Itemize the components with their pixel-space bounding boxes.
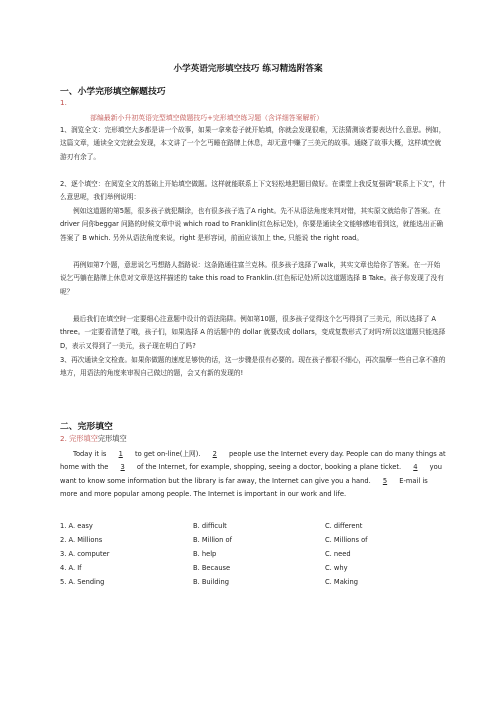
section-heading-techniques: 一、小学完形填空解题技巧 [60,87,166,97]
option-1c: C. different [325,522,363,530]
cloze-subtitle-black: 完形填空 [97,434,127,443]
option-2a: 2. A. Millions [60,536,103,544]
option-2c: C. Millions of [325,536,368,544]
option-3b: B. help [193,550,217,558]
cloze-blank-4: 4 [413,463,418,472]
cloze-passage [60,448,446,502]
cloze-text-6: E-mail is more and more popular among people. The Internet is important in our work and life. [60,476,428,499]
paragraph-read-through: 1、润览全文：完形填空大多都是讲一个故事，如果一拿来卷子就开始填，你就会发现很难，无法猜测该者要表达什么意思。例如，这篇文章，通读全文完就会发现，本文讲了一个乞丐睡在路牌上休息，却无意中赚了三美元的故事。通晓了故事大概，这样填空就游刃有余了。 [60,126,446,161]
option-3c: C. need [325,550,351,558]
cloze-subtitle-red: 完形填空 [69,434,98,443]
question-number-2-label: 2. [60,434,67,443]
cloze-text-3: people use the Internet every day. People can do many things at home with the [60,450,446,472]
option-5c: C. Making [325,578,359,586]
document-title: 小学英语完形填空技巧 练习精选附答案 [173,64,323,74]
cloze-blank-2: 2 [212,450,217,458]
option-1a: 1. A. easy [60,522,93,530]
cloze-text-4: of the Internet, for example, shopping, seeing a doctor, booking a plane ticket. [136,463,402,472]
cloze-blank-3: 3 [120,463,125,472]
question-number-1: 1. [60,98,67,107]
option-3a: 3. A. computer [60,550,110,558]
option-4c: C. why [325,564,348,572]
paragraph-recheck: 3、再次通读全文检查。如果你做题的速度足够快的话，这一步骤是很有必要的。现在孩子都很不细心，再次揣摩一些自己拿不准的地方，用语法的角度来审视自己做过的题，会又有新的发现的! [60,356,446,378]
paragraph-fill-blanks: 2、逐个填空：在阅览全文的基础上开始填空做题。这样就能联系上下文轻松地把题目做好。在课堂上我反复强调“联系上下文”，什么意思呢，我们举例说明： [60,180,446,202]
option-4a: 4. A. If [60,564,82,572]
question-number-2 [60,434,127,444]
cloze-blank-1: 1 [118,450,123,458]
option-5b: B. Building [193,578,229,586]
option-4b: B. Because [193,564,231,572]
cloze-text-2: to get on-line(上网). [134,450,201,458]
option-2b: B. Million of [193,536,232,544]
cloze-text-1: Today it is [73,450,107,458]
paragraph-example-q7: 再例如第7个题，意思说乞丐想路人指路说：这条路通往富兰克林。很多孩子选择了walk，其实文章也给你了答案。在一开始说乞丐躺在路牌上休息对文章是这样描述的 take this road to Franklin.(红色标记处)所以这道题选择 B Take。孩子你发现了没有呢？ [60,261,444,296]
option-5a: 5. A. Sending [60,578,105,586]
cloze-text-5: you want to know some information but the library is far away, the Internet can give you a hand. [60,463,442,485]
section-heading-cloze: 二、完形填空 [60,422,113,432]
paragraph-example-q10: 最后我们在填空时一定要细心注意题中设计的语法陷阱。例如第10题，很多孩子觉得这个乞丐得到了三美元，所以选择了 A three。一定要看清楚了哦，孩子们，如果选择 A 的话题中的 dollar 就要改成 dollars，变成复数形式了对吗?所以这道题只能选择 D，表示又得到了一美元，孩子现在明白了吗? [60,315,446,350]
paragraph-example-q5: 例如这道题的第5题，很多孩子就犯糊涂，也有很多孩子选了A right。先不从语法角度来判对错，其实原文就给你了答案。在driver 问你beggar 问路的时候文章中说 which road to Franklin(红色标记处)，你要是通读全文能够感地看到这，就能选出正确答案了 B which. 另外从语法角度来说，right 是形容词，前面应该加上 the, 只能说 the right road。 [60,207,443,242]
option-1b: B. difficult [193,522,227,530]
cloze-blank-5: 5 [382,476,388,485]
article-subtitle: 部编最新小升初英语完型填空做题技巧+完形填空练习题（含详细答案解析） [90,114,324,122]
